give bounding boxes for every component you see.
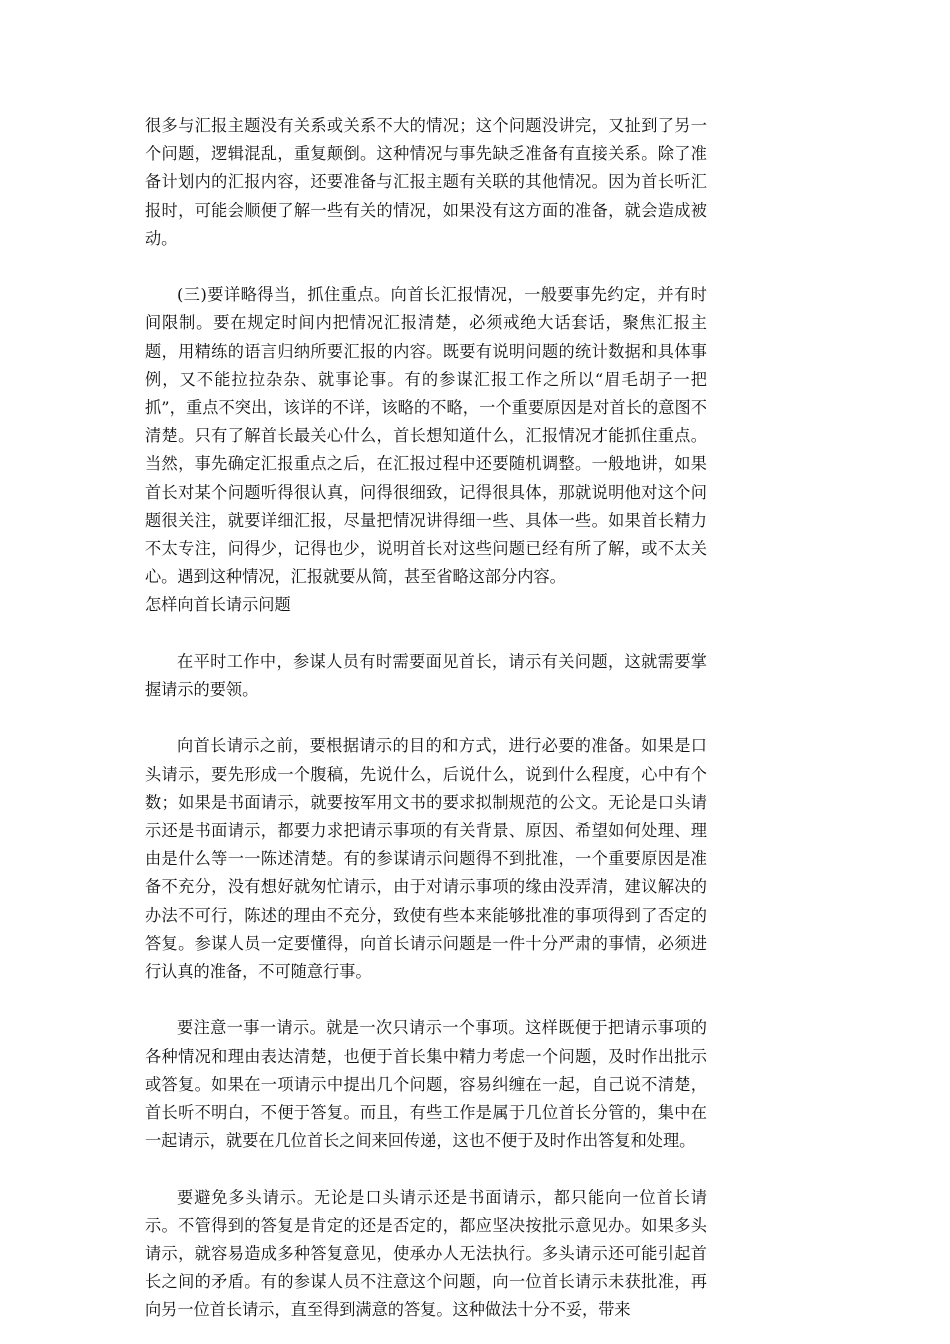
paragraph-3: 在平时工作中，参谋人员有时需要面见首长，请示有关问题，这就需要掌握请示的要领。 <box>145 651 707 700</box>
paragraph-1: 很多与汇报主题没有关系或关系不大的情况；这个问题没讲完，又扯到了另一个问题，逻辑混乱，重复颠倒。这种情况与事先缺乏准备有直接关系。除了准备计划内的汇报内容，还要准备与汇报主题有关联的其他情况。因为首长听汇报时，可能会顺便了解一些有关的情况，如果没有这方面的准备，就会造成被动。 <box>145 116 707 248</box>
paragraph-5: 要注意一事一请示。就是一次只请示一个事项。这样既便于把请示事项的各种情况和理由表达清楚，也便于首长集中精力考虑一个问题，及时作出批示或答复。如果在一项请示中提出几个问题，容易纠缠在一起，自己说不清楚，首长听不明白，不便于答复。而且，有些工作是属于几位首长分管的，集中在一起请示，就要在几位首长之间来回传递，这也不便于及时作出答复和处理。 <box>145 1018 707 1151</box>
document-page <box>145 112 707 1325</box>
section-heading: 怎样向首长请示问题 <box>145 595 291 615</box>
paragraph-2: (三)要详略得当，抓住重点。向首长汇报情况，一般要事先约定，并有时间限制。要在规定时间内把情况汇报清楚，必须戒绝大话套话，聚焦汇报主题，用精练的语言归纳所要汇报的内容。既要有说明问题的统计数据和具体事例，又不能拉拉杂杂、就事论事。有的参谋汇报工作之所以“眉毛胡子一把抓”，重点不突出，该详的不详，该略的不略，一个重要原因是对首长的意图不清楚。只有了解首长最关心什么，首长想知道什么，汇报情况才能抓住重点。当然，事先确定汇报重点之后，在汇报过程中还要随机调整。一般地讲，如果首长对某个问题听得很认真，问得很细致，记得很具体，那就说明他对这个问题很关注，就要详细汇报，尽量把情况讲得细一些、具体一些。如果首长精力不太专注，问得少，记得也少，说明首长对这些问题已经有所了解，或不太关心。遇到这种情况，汇报就要从简，甚至省略这部分内容。 <box>145 285 707 587</box>
paragraph-4: 向首长请示之前，要根据请示的目的和方式，进行必要的准备。如果是口头请示，要先形成一个腹稿，先说什么，后说什么，说到什么程度，心中有个数；如果是书面请示，就要按军用文书的要求拟制规范的公文。无论是口头请示还是书面请示，都要力求把请示事项的有关背景、原因、希望如何处理、理由是什么等一一陈述清楚。有的参谋请示问题得不到批准，一个重要原因是准备不充分，没有想好就匆忙请示，由于对请示事项的缘由没弄清，建议解决的办法不可行，陈述的理由不充分，致使有些本来能够批准的事项得到了否定的答复。参谋人员一定要懂得，向首长请示问题是一件十分严肃的事情，必须进行认真的准备，不可随意行事。 <box>145 736 707 982</box>
paragraph-6: 要避免多头请示。无论是口头请示还是书面请示，都只能向一位首长请示。不管得到的答复是肯定的还是否定的，都应坚决按批示意见办。如果多头请示，就容易造成多种答复意见，使承办人无法执行。多头请示还可能引起首长之间的矛盾。有的参谋人员不注意这个问题，向一位首长请示未获批准，再向另一位首长请示，直至得到满意的答复。这种做法十分不妥，带来 <box>145 1187 707 1320</box>
